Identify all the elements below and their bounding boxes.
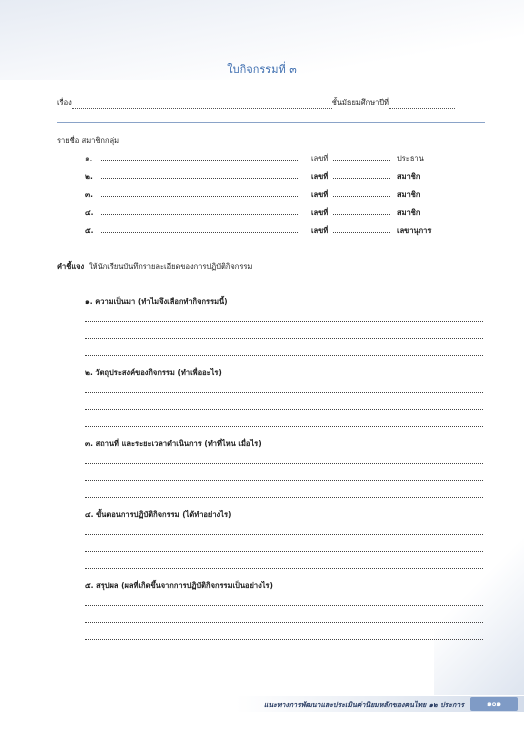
member-number-field[interactable] (333, 225, 390, 233)
page-number: ๑๐๑ (470, 697, 518, 711)
member-number-label: เลขที่ (311, 172, 329, 181)
answer-line[interactable] (85, 338, 483, 339)
member-role: สมาชิก (397, 208, 421, 217)
corner-decoration (434, 520, 524, 695)
grade-field[interactable] (389, 100, 455, 109)
member-number-field[interactable] (333, 189, 390, 197)
member-number: ๑. (85, 154, 93, 163)
member-number: ๒. (85, 172, 93, 181)
member-number-label: เลขที่ (311, 208, 329, 217)
member-role: เลขานุการ (397, 226, 432, 235)
member-name-field[interactable] (101, 153, 298, 161)
answer-line[interactable] (85, 480, 483, 481)
answer-line[interactable] (85, 409, 483, 410)
member-number-field[interactable] (333, 207, 390, 215)
section-heading: ๓. สถานที่ และระยะเวลาดำเนินการ (ทำที่ไหน เมื่อไร) (85, 439, 262, 448)
page-title: ใบกิจกรรมที่ ๓ (227, 63, 297, 76)
member-name-field[interactable] (101, 171, 298, 179)
member-name-field[interactable] (101, 225, 298, 233)
section-heading: ๒. วัตถุประสงค์ของกิจกรรม (ทำเพื่ออะไร) (85, 368, 222, 377)
section-heading: ๔. ขั้นตอนการปฏิบัติกิจกรรม (ได้ทำอย่างไร) (85, 510, 232, 519)
members-heading: รายชื่อ สมาชิกกลุ่ม (57, 136, 120, 145)
member-number-label: เลขที่ (311, 154, 329, 163)
answer-line[interactable] (85, 497, 483, 498)
answer-line[interactable] (85, 639, 483, 640)
answer-line[interactable] (85, 534, 483, 535)
answer-line[interactable] (85, 605, 483, 606)
answer-line[interactable] (85, 568, 483, 569)
answer-line[interactable] (85, 321, 483, 322)
member-number: ๕. (85, 226, 94, 235)
member-number-label: เลขที่ (311, 226, 329, 235)
instruction-label: คำชี้แจง (57, 262, 85, 271)
member-role: สมาชิก (397, 172, 421, 181)
answer-line[interactable] (85, 355, 483, 356)
answer-line[interactable] (85, 392, 483, 393)
subject-field[interactable] (72, 100, 332, 109)
answer-line[interactable] (85, 463, 483, 464)
answer-line[interactable] (85, 551, 483, 552)
member-number: ๓. (85, 190, 93, 199)
section-heading: ๕. สรุปผล (ผลที่เกิดขึ้นจากการปฏิบัติกิจกรรมเป็นอย่างไร) (85, 581, 273, 590)
subject-line (57, 97, 455, 109)
member-number-field[interactable] (333, 171, 390, 179)
member-number: ๔. (85, 208, 94, 217)
member-role: ประธาน (397, 154, 424, 163)
member-number-label: เลขที่ (311, 190, 329, 199)
answer-line[interactable] (85, 426, 483, 427)
section-heading: ๑. ความเป็นมา (ทำไมจึงเลือกทำกิจกรรมนี้) (85, 297, 228, 306)
footer-text: แนะทางการพัฒนาและประเมินค่านิยมหลักของคนไทย ๑๒ ประการ (263, 701, 464, 709)
member-name-field[interactable] (101, 207, 298, 215)
instruction-text: ให้นักเรียนบันทึกรายละเอียดของการปฏิบัติกิจกรรม (89, 262, 253, 271)
member-role: สมาชิก (397, 190, 421, 199)
member-name-field[interactable] (101, 189, 298, 197)
member-number-field[interactable] (333, 153, 390, 161)
subject-label: เรื่อง (57, 98, 72, 107)
instruction (57, 261, 252, 273)
answer-line[interactable] (85, 622, 483, 623)
divider (57, 122, 485, 123)
grade-label: ชั้นมัธยมศึกษาปีที่ (331, 98, 390, 107)
